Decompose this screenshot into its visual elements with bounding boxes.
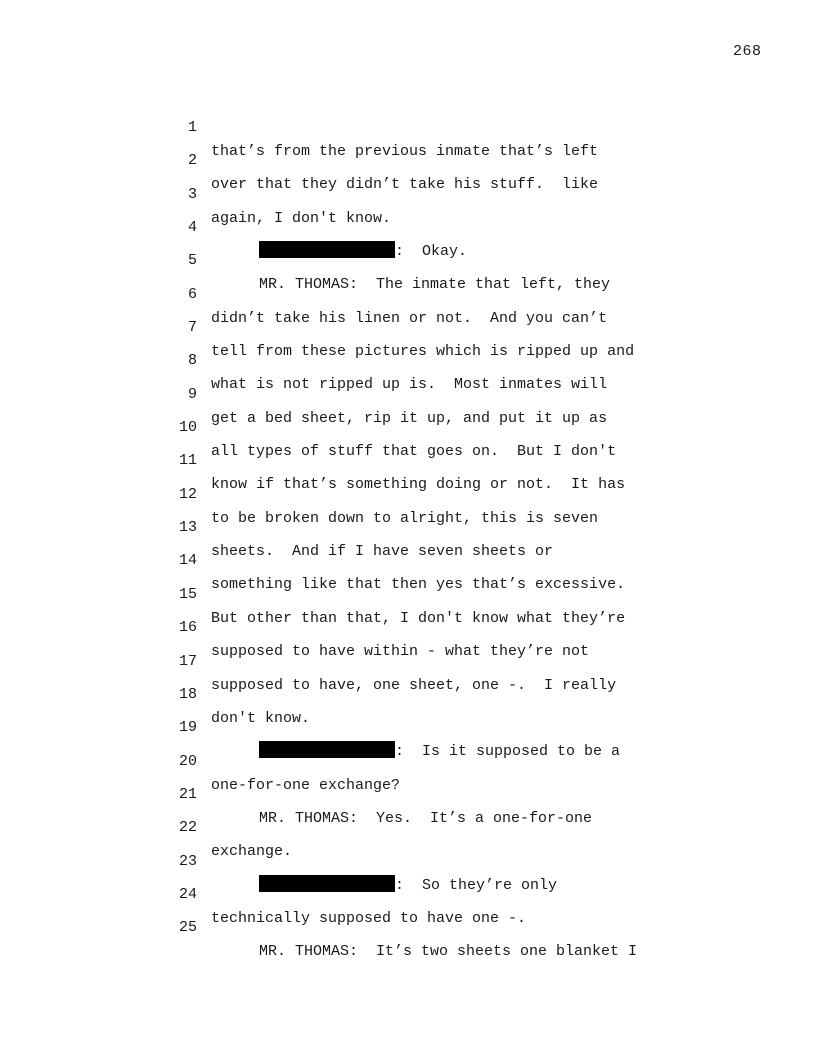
line-text: don't know. [211, 709, 311, 727]
transcript-line [0, 325, 816, 394]
line-number: 2 [187, 152, 197, 170]
line-number: 10 [178, 419, 197, 437]
line-text: technically supposed to have one -. [211, 909, 527, 927]
line-number: 1 [187, 119, 197, 136]
line-number: 8 [187, 352, 197, 370]
line-number: 3 [187, 185, 197, 203]
transcript-line [0, 225, 816, 294]
transcript-line [0, 292, 816, 361]
line-number: 15 [178, 585, 197, 603]
line-number: 23 [178, 852, 197, 870]
transcript-line [0, 125, 816, 194]
line-text: that’s from the previous inmate that’s left [211, 143, 599, 160]
line-text: supposed to have within - what they’re not [211, 643, 590, 661]
page-number: 268 [733, 43, 762, 60]
line-text: again, I don't know. [211, 209, 392, 227]
line-number: 7 [187, 319, 197, 337]
line-text: to be broken down to alright, this is seven [211, 509, 599, 527]
transcript-line [0, 459, 816, 527]
line-text: something like that then yes that’s excessive. [211, 576, 626, 594]
line-text: MR. THOMAS: Yes. It’s a one-for-one [259, 809, 593, 827]
transcript-line [0, 159, 816, 227]
line-text: MR. THOMAS: The inmate that left, they [259, 276, 611, 294]
line-text: didn’t take his linen or not. And you can’t [211, 309, 608, 327]
line-number: 13 [178, 519, 197, 537]
line-number: 6 [187, 285, 197, 303]
line-number: 14 [178, 552, 197, 570]
line-number: 25 [178, 919, 197, 937]
line-number: 22 [178, 819, 197, 837]
line-number: 16 [178, 619, 197, 637]
transcript-line [0, 359, 816, 427]
line-number: 17 [178, 652, 197, 670]
line-text: know if that’s something doing or not. It has [211, 476, 626, 494]
line-text: one-for-one exchange? [211, 776, 401, 794]
transcript-line [0, 259, 816, 327]
line-number: 24 [178, 885, 197, 903]
line-text: : Is it supposed to be a [395, 743, 621, 761]
line-text: exchange. [211, 843, 293, 861]
line-text: But other than that, I don't know what they’re [211, 609, 626, 627]
line-text: what is not ripped up is. Most inmates will [211, 376, 608, 394]
line-text: supposed to have, one sheet, one -. I really [211, 676, 617, 694]
transcript-line [0, 892, 816, 961]
transcript-line [0, 559, 816, 627]
line-text: MR. THOMAS: It’s two sheets one blanket I [259, 943, 638, 961]
transcript-line [0, 192, 816, 261]
line-number: 4 [187, 219, 197, 237]
line-text: sheets. And if I have seven sheets or [211, 543, 554, 561]
line-text: tell from these pictures which is ripped up and [211, 343, 635, 361]
line-text: : Okay. [395, 243, 468, 261]
line-number: 20 [178, 752, 197, 770]
line-number: 18 [178, 685, 197, 703]
line-number: 11 [178, 452, 197, 470]
line-text: get a bed sheet, rip it up, and put it up as [211, 409, 608, 427]
line-text: : So they’re only [395, 876, 558, 894]
transcript-line [0, 859, 816, 927]
line-number: 21 [178, 785, 197, 803]
transcript-line [0, 92, 816, 160]
line-number: 19 [178, 719, 197, 737]
line-number: 5 [187, 252, 197, 270]
transcript-body [0, 92, 816, 961]
transcript-line [0, 759, 816, 827]
line-number: 12 [178, 485, 197, 503]
line-text: all types of stuff that goes on. But I don't [211, 443, 617, 461]
transcript-line [0, 659, 816, 727]
line-text: over that they didn’t take his stuff. like [211, 176, 599, 194]
line-number: 9 [187, 385, 197, 403]
